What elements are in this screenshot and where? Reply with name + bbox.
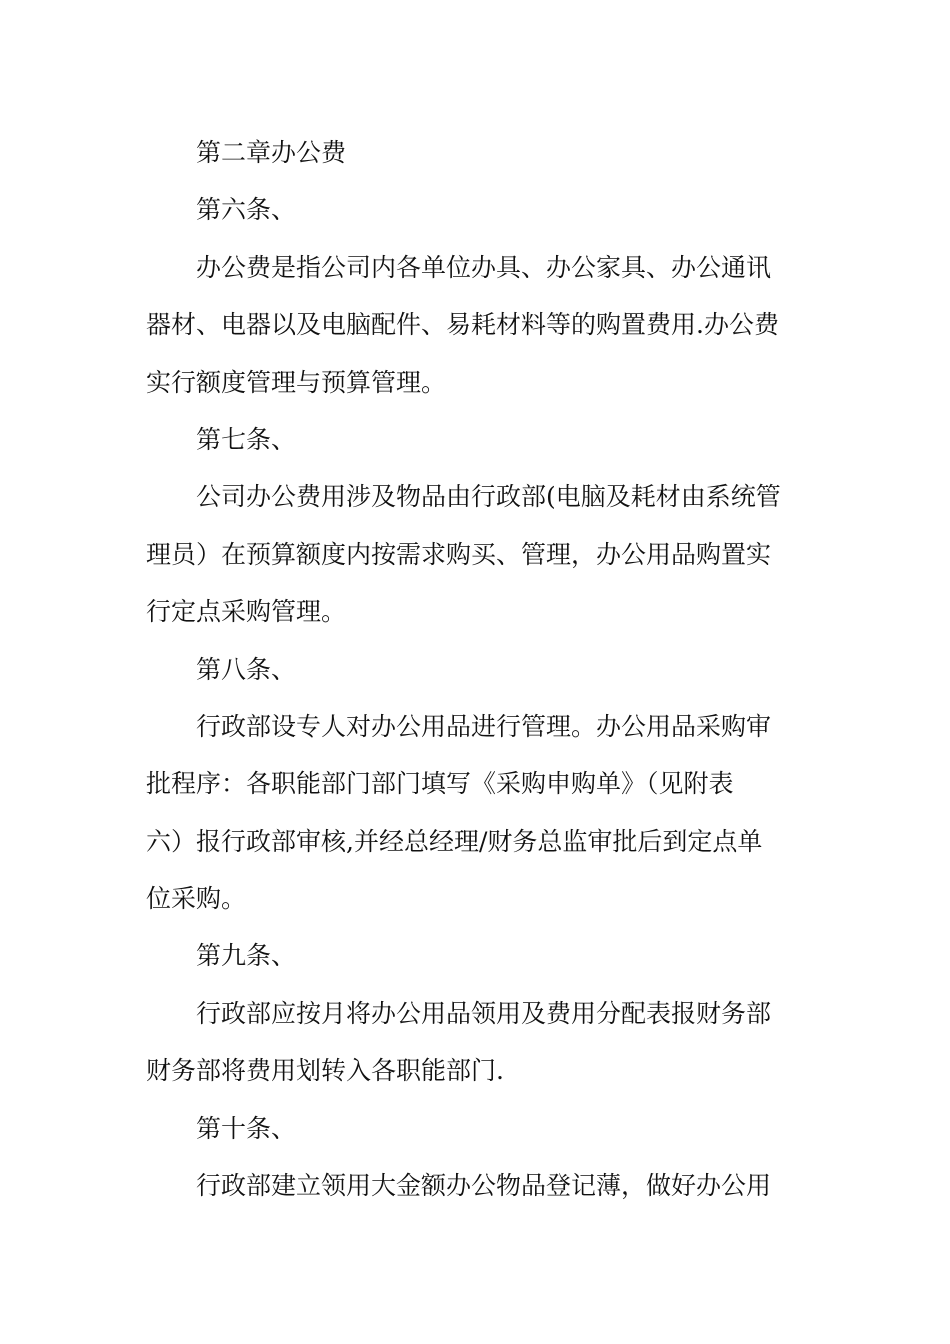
paragraph-line: 六）报行政部审核,并经总经理/财务总监审批后到定点单 (146, 826, 763, 856)
paragraph-line: 公司办公费用涉及物品由行政部(电脑及耗材由系统管 (196, 482, 781, 512)
paragraph-line: 财务部将费用划转入各职能部门. (146, 1056, 504, 1086)
paragraph-line: 行政部建立领用大金额办公物品登记薄，做好办公用 (196, 1171, 772, 1201)
paragraph-line: 行定点采购管理。 (146, 597, 347, 627)
article-6-heading: 第六条、 (196, 195, 297, 225)
article-9-heading: 第九条、 (196, 941, 297, 971)
article-7-heading: 第七条、 (196, 424, 297, 454)
article-10-heading: 第十条、 (196, 1113, 297, 1143)
article-8-heading: 第八条、 (196, 654, 297, 684)
paragraph-line: 实行额度管理与预算管理。 (146, 367, 447, 397)
paragraph-line: 行政部设专人对办公用品进行管理。办公用品采购审 (196, 711, 772, 741)
document-body (146, 124, 806, 1214)
paragraph-line: 办公费是指公司内各单位办具、办公家具、办公通讯 (196, 252, 772, 282)
paragraph-line: 理员）在预算额度内按需求购买、管理，办公用品购置实 (146, 539, 772, 569)
chapter-heading: 第二章办公费 (196, 138, 347, 167)
paragraph-line: 批程序：各职能部门部门填写《采购申购单》（见附表 (146, 769, 734, 799)
paragraph-line: 行政部应按月将办公用品领用及费用分配表报财务部 (196, 998, 772, 1028)
paragraph-line: 位采购。 (146, 884, 247, 914)
paragraph-line: 器材、电器以及电脑配件、易耗材料等的购置费用.办公费 (146, 310, 779, 340)
